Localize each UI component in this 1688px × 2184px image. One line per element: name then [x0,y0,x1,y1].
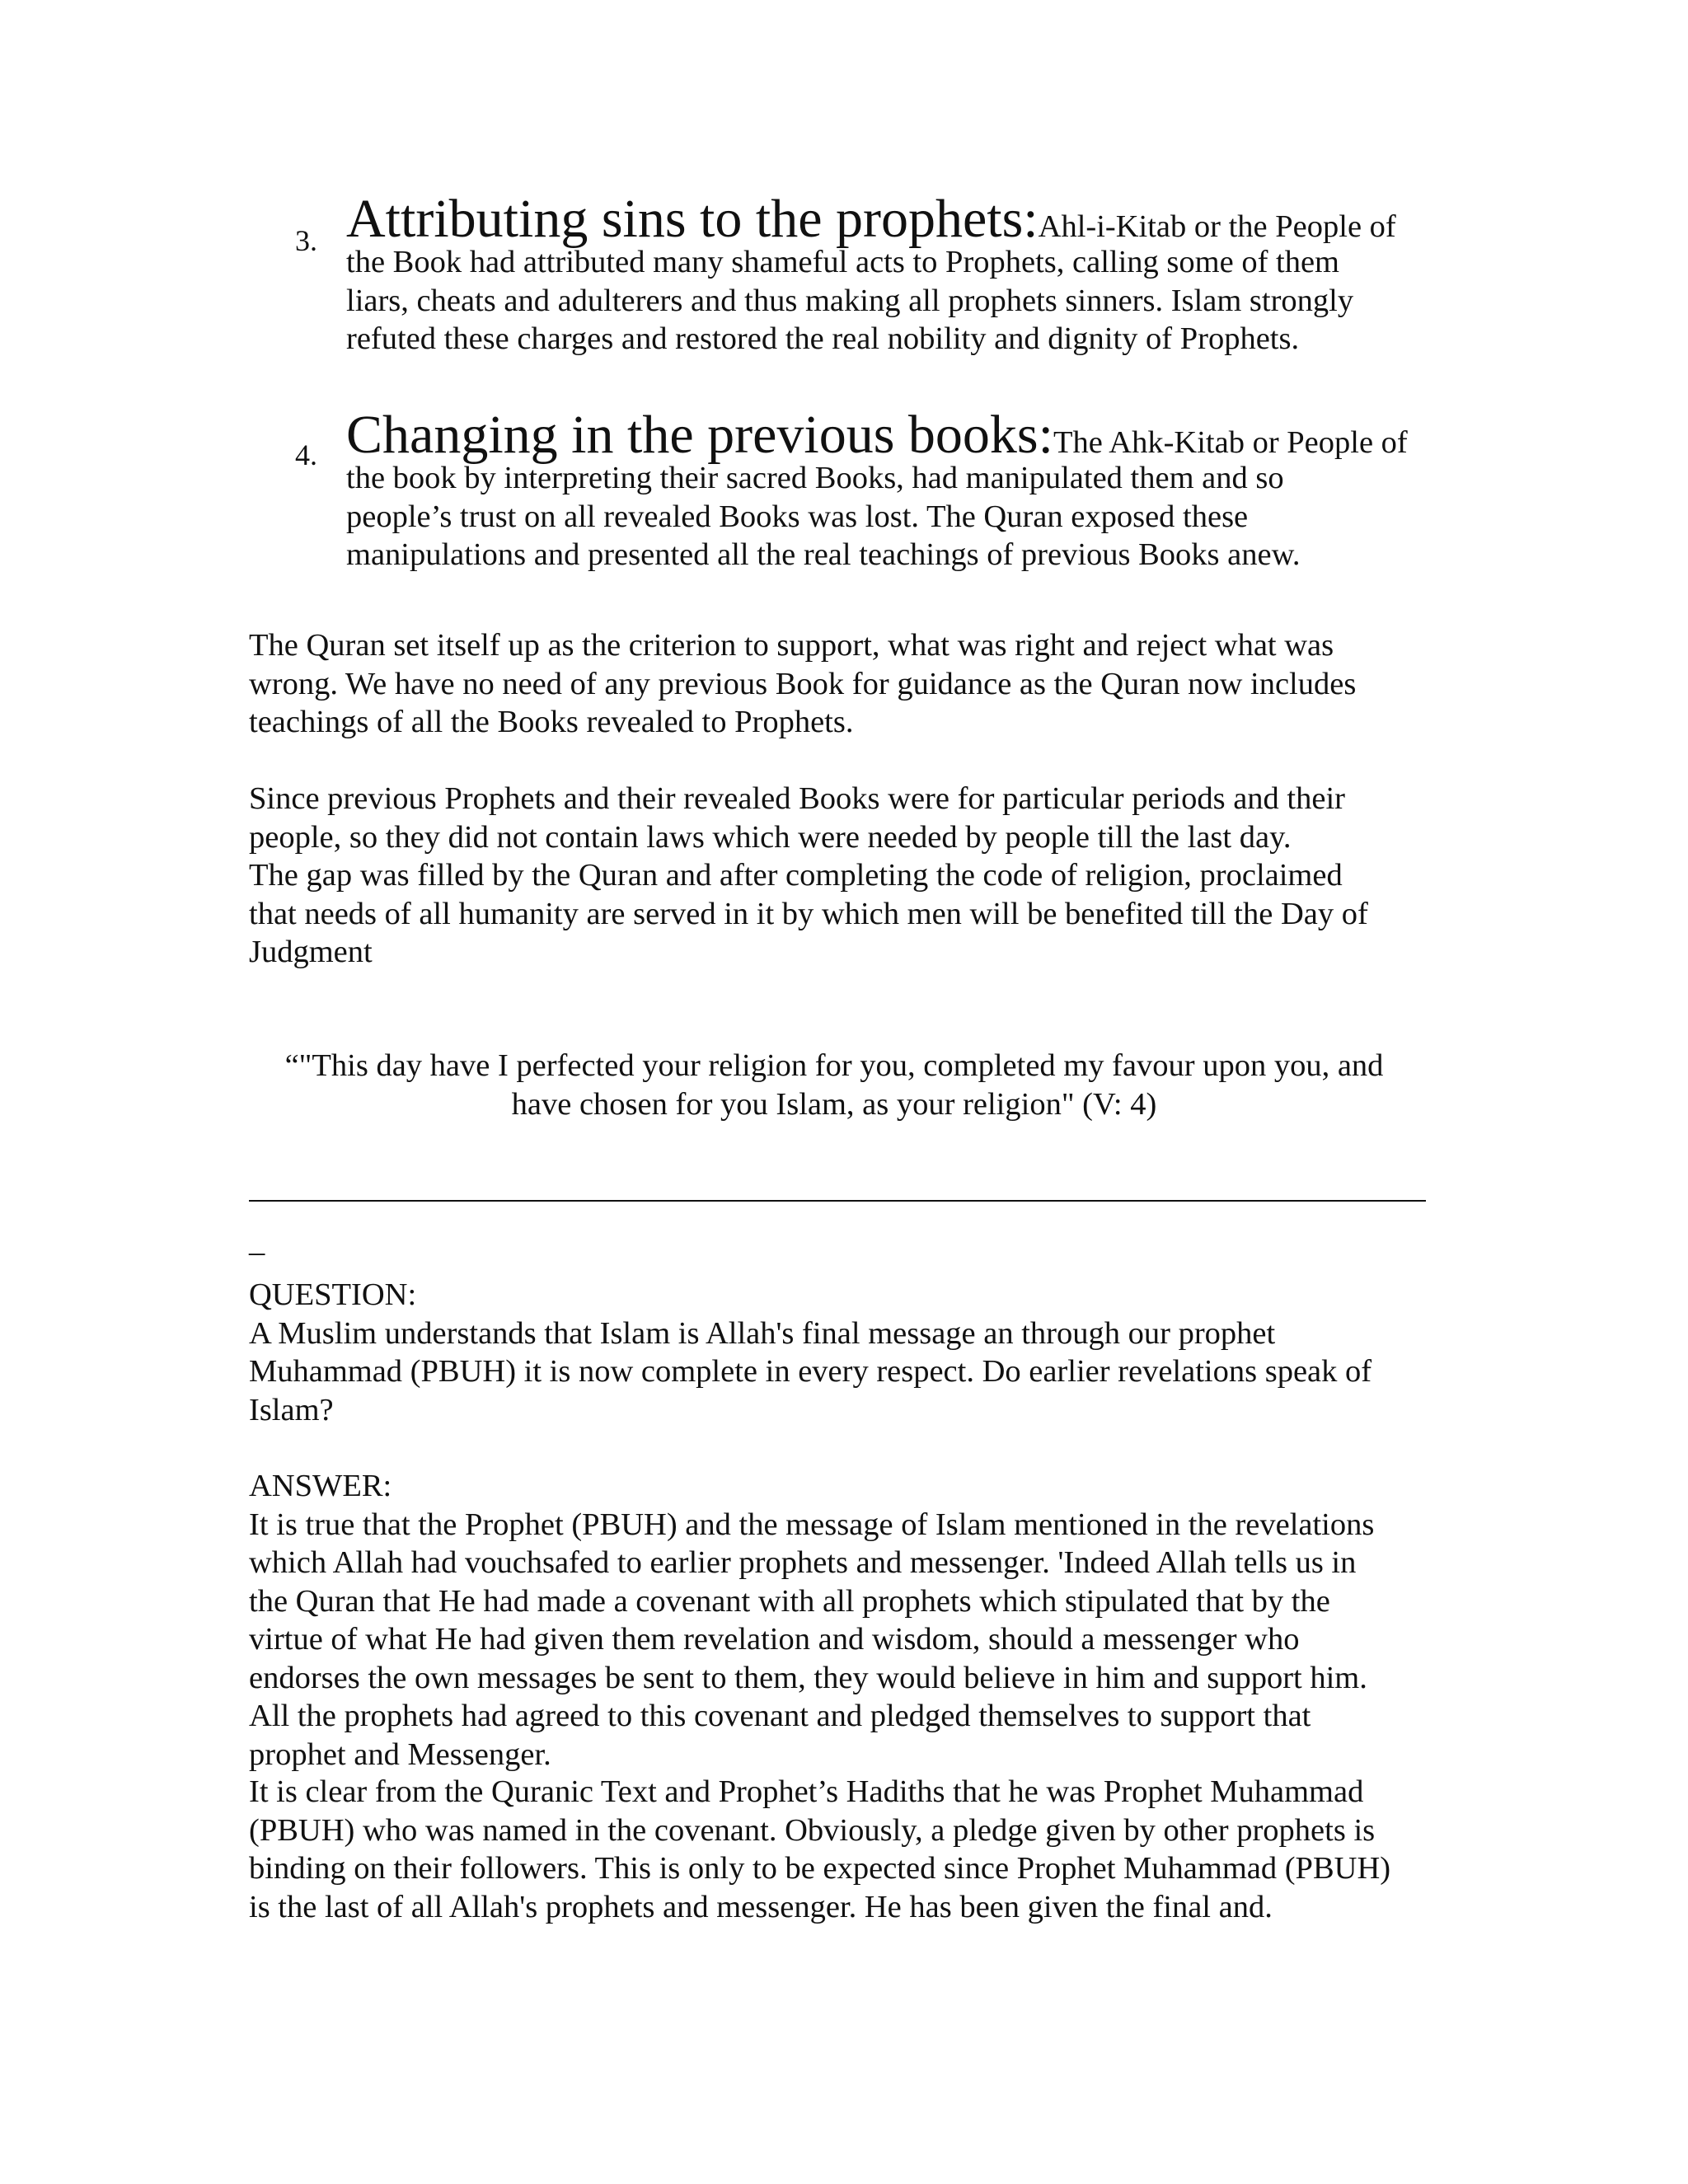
answer-paragraph-2 [249,1773,1452,1926]
answer-line: All the prophets had agreed to this covenant and pledged themselves to support that [249,1699,1311,1733]
paragraph-line: people, so they did not contain laws which were needed by people till the last day. [249,819,1292,855]
list-line: refuted these charges and restored the real nobility and dignity of Prophets. [346,321,1300,356]
question-line: Muhammad (PBUH) it is now complete in every respect. Do earlier revelations speak of [249,1354,1372,1389]
answer-line: endorses the own messages be sent to them, they would believe in him and support him. [249,1660,1367,1695]
list-line: manipulations and presented all the real teachings of previous Books anew. [346,537,1301,572]
list-number: 4. [295,438,317,471]
answer-line: the Quran that He had made a covenant with all prophets which stipulated that by the [249,1583,1330,1619]
paragraph-line: The Quran set itself up as the criterion to support, what was right and reject what was [249,628,1334,663]
list-line: the book by interpreting their sacred Books, had manipulated them and so [346,461,1284,495]
quote-line: “"This day have I perfected your religion for you, completed my favour upon you, and [284,1048,1384,1083]
paragraph-line: Since previous Prophets and their revealed Books were for particular periods and their [249,781,1345,816]
paragraph-line: wrong. We have no need of any previous Book for guidance as the Quran now includes [249,666,1357,701]
answer-line: binding on their followers. This is only to be expected since Prophet Muhammad (PBUH) [249,1851,1391,1886]
answer-line: virtue of what He had given them revelation and wisdom, should a messenger who [249,1622,1300,1657]
list-item-body [346,405,1451,574]
question-line: Islam? [249,1392,334,1427]
answer-line: It is clear from the Quranic Text and Prophet’s Hadiths that he was Prophet Muhammad [249,1774,1364,1809]
paragraph-line: The gap was filled by the Quran and after completing the code of religion, proclaimed [249,858,1343,893]
list-heading: Attributing sins to the prophets: [346,189,1039,249]
answer-label: ANSWER: [249,1469,392,1503]
quote-line: have chosen for you Islam, as your religion" (V: 4) [511,1086,1157,1122]
paragraph-criterion [249,626,1452,742]
list-line: The Ahk-Kitab or People of [1053,425,1408,460]
list-line: people’s trust on all revealed Books was lost. The Quran exposed these [346,499,1249,534]
list-heading: Changing in the previous books: [346,405,1053,465]
quran-quote [249,1047,1419,1123]
paragraph-line: teachings of all the Books revealed to Prophets. [249,705,854,739]
horizontal-rule [249,1200,1426,1202]
question-label: QUESTION: [249,1277,417,1312]
list-item-first-line [346,405,1451,465]
answer-line: which Allah had vouchsafed to earlier prophets and messenger. 'Indeed Allah tells us in [249,1545,1357,1580]
answer-block [249,1467,1452,1774]
list-line: the Book had attributed many shameful acts to Prophets, calling some of them [346,245,1340,279]
answer-line: (PBUH) who was named in the covenant. Obviously, a pledge given by other prophets is [249,1812,1376,1848]
answer-line: It is true that the Prophet (PBUH) and the message of Islam mentioned in the revelations [249,1507,1375,1542]
answer-line: is the last of all Allah's prophets and messenger. He has been given the final and. [249,1889,1273,1924]
paragraph-line: Judgment [249,935,373,969]
paragraph-previous-prophets [249,780,1452,972]
list-number: 3. [295,224,317,257]
list-item-first-line [346,189,1451,249]
list-line: liars, cheats and adulterers and thus making all prophets sinners. Islam strongly [346,283,1354,318]
question-block [249,1276,1452,1429]
separator-tail: _ [249,1224,265,1258]
paragraph-line: that needs of all humanity are served in it by which men will be benefited till the Day of [249,896,1368,931]
answer-line: prophet and Messenger. [249,1736,551,1772]
list-item-body [346,189,1451,359]
question-line: A Muslim understands that Islam is Allah's final message an through our prophet [249,1315,1276,1351]
list-line: Ahl-i-Kitab or the People of [1038,209,1396,244]
